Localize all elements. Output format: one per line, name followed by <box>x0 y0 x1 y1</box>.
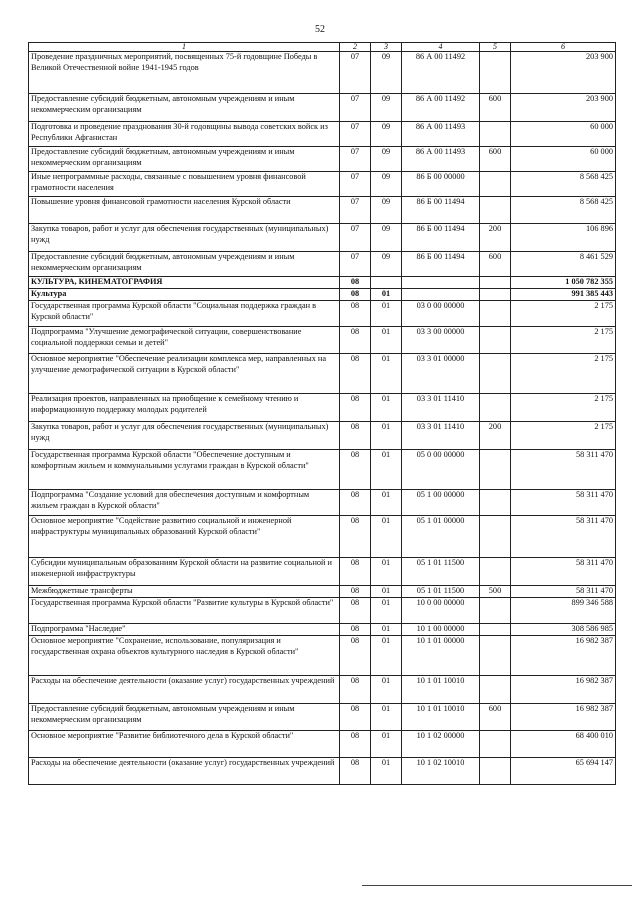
table-row <box>29 636 616 676</box>
row-expense-type-code: 600 <box>480 704 511 731</box>
row-target-article-code: 86 Б 00 11494 <box>402 197 480 224</box>
row-section-code: 08 <box>340 516 371 558</box>
row-expense-type-code: 600 <box>480 252 511 277</box>
row-subsection-code: 01 <box>371 450 402 490</box>
row-section-code: 08 <box>340 731 371 758</box>
row-subsection-code: 01 <box>371 636 402 676</box>
row-section-code: 07 <box>340 52 371 94</box>
table-row <box>29 450 616 490</box>
row-subsection-code: 01 <box>371 731 402 758</box>
row-expense-type-code <box>480 624 511 636</box>
column-header: 5 <box>480 43 511 52</box>
row-subsection-code: 01 <box>371 422 402 450</box>
row-description: Предоставление субсидий бюджетным, автономным учреждениям и иным некоммерческим организациям <box>29 147 340 172</box>
row-section-code: 08 <box>340 758 371 785</box>
row-subsection-code: 09 <box>371 52 402 94</box>
row-expense-type-code <box>480 289 511 301</box>
row-subsection-code: 01 <box>371 676 402 704</box>
row-target-article-code: 03 3 01 00000 <box>402 354 480 394</box>
row-amount: 58 311 470 <box>511 516 616 558</box>
row-section-code: 08 <box>340 277 371 289</box>
row-expense-type-code <box>480 327 511 354</box>
row-expense-type-code <box>480 394 511 422</box>
table-row <box>29 516 616 558</box>
row-section-code: 08 <box>340 450 371 490</box>
row-expense-type-code <box>480 636 511 676</box>
table-row <box>29 289 616 301</box>
row-description: Расходы на обеспечение деятельности (оказание услуг) государственных учреждений <box>29 676 340 704</box>
row-description: Государственная программа Курской области "Развитие культуры в Курской области" <box>29 598 340 624</box>
row-description: Расходы на обеспечение деятельности (оказание услуг) государственных учреждений <box>29 758 340 785</box>
table-row <box>29 197 616 224</box>
table-row <box>29 301 616 327</box>
row-section-code: 08 <box>340 301 371 327</box>
row-subsection-code: 01 <box>371 327 402 354</box>
row-amount: 16 982 387 <box>511 676 616 704</box>
row-expense-type-code <box>480 52 511 94</box>
budget-table <box>28 42 616 785</box>
table-row <box>29 277 616 289</box>
row-description: Повышение уровня финансовой грамотности населения Курской области <box>29 197 340 224</box>
table-row <box>29 558 616 586</box>
row-section-code: 07 <box>340 172 371 197</box>
row-amount: 58 311 470 <box>511 450 616 490</box>
row-section-code: 08 <box>340 422 371 450</box>
table-row <box>29 731 616 758</box>
row-subsection-code: 01 <box>371 394 402 422</box>
table-row <box>29 147 616 172</box>
row-target-article-code: 10 1 02 00000 <box>402 731 480 758</box>
table-row <box>29 94 616 122</box>
row-amount: 2 175 <box>511 422 616 450</box>
row-target-article-code: 10 1 02 10010 <box>402 758 480 785</box>
row-target-article-code: 86 Б 00 11494 <box>402 252 480 277</box>
table-row <box>29 490 616 516</box>
table-row <box>29 598 616 624</box>
row-amount: 991 385 443 <box>511 289 616 301</box>
row-section-code: 08 <box>340 558 371 586</box>
row-description: Культура <box>29 289 340 301</box>
table-row <box>29 704 616 731</box>
row-section-code: 08 <box>340 586 371 598</box>
page-number: 52 <box>315 24 325 35</box>
table-row <box>29 172 616 197</box>
row-expense-type-code <box>480 676 511 704</box>
row-amount: 58 311 470 <box>511 490 616 516</box>
row-expense-type-code <box>480 301 511 327</box>
row-target-article-code: 03 3 01 11410 <box>402 394 480 422</box>
row-expense-type-code <box>480 197 511 224</box>
row-description: Иные непрограммные расходы, связанные с повышением уровня финансовой грамотности населения <box>29 172 340 197</box>
row-subsection-code: 01 <box>371 301 402 327</box>
row-target-article-code: 10 1 00 00000 <box>402 624 480 636</box>
row-amount: 899 346 588 <box>511 598 616 624</box>
row-amount: 203 900 <box>511 94 616 122</box>
table-row <box>29 122 616 147</box>
row-amount: 2 175 <box>511 354 616 394</box>
table-row <box>29 327 616 354</box>
row-subsection-code: 09 <box>371 197 402 224</box>
row-subsection-code: 09 <box>371 94 402 122</box>
row-amount: 8 568 425 <box>511 197 616 224</box>
table-row <box>29 586 616 598</box>
row-description: Подпрограмма "Улучшение демографической ситуации, совершенствование социальной поддержки семьи и детей" <box>29 327 340 354</box>
row-subsection-code: 01 <box>371 598 402 624</box>
row-target-article-code: 10 1 01 00000 <box>402 636 480 676</box>
row-subsection-code: 01 <box>371 586 402 598</box>
row-amount: 65 694 147 <box>511 758 616 785</box>
row-target-article-code: 05 0 00 00000 <box>402 450 480 490</box>
row-expense-type-code <box>480 598 511 624</box>
row-amount: 8 568 425 <box>511 172 616 197</box>
row-description: Подготовка и проведение празднования 30-й годовщины вывода советских войск из Республики Афганистан <box>29 122 340 147</box>
row-description: Подпрограмма "Создание условий для обеспечения доступным и комфортным жильем граждан в Курской области" <box>29 490 340 516</box>
row-target-article-code: 86 А 00 11493 <box>402 122 480 147</box>
row-expense-type-code <box>480 450 511 490</box>
row-section-code: 08 <box>340 327 371 354</box>
row-amount: 2 175 <box>511 301 616 327</box>
row-subsection-code: 01 <box>371 354 402 394</box>
row-description: Межбюджетные трансферты <box>29 586 340 598</box>
table-row <box>29 224 616 252</box>
row-subsection-code: 01 <box>371 758 402 785</box>
row-description: КУЛЬТУРА, КИНЕМАТОГРАФИЯ <box>29 277 340 289</box>
row-target-article-code: 05 1 01 11500 <box>402 586 480 598</box>
row-expense-type-code: 500 <box>480 586 511 598</box>
row-section-code: 08 <box>340 598 371 624</box>
row-expense-type-code <box>480 122 511 147</box>
row-section-code: 08 <box>340 394 371 422</box>
column-header: 1 <box>29 43 340 52</box>
row-section-code: 08 <box>340 354 371 394</box>
footer-divider <box>362 885 632 886</box>
row-target-article-code: 05 1 01 00000 <box>402 516 480 558</box>
column-header: 2 <box>340 43 371 52</box>
row-section-code: 07 <box>340 147 371 172</box>
row-expense-type-code <box>480 354 511 394</box>
column-header: 3 <box>371 43 402 52</box>
row-amount: 2 175 <box>511 394 616 422</box>
table-row <box>29 758 616 785</box>
row-amount: 58 311 470 <box>511 586 616 598</box>
row-subsection-code: 01 <box>371 289 402 301</box>
row-description: Основное мероприятие "Содействие развитию социальной и инженерной инфраструктуры муниципальных образований Курской области" <box>29 516 340 558</box>
row-section-code: 08 <box>340 624 371 636</box>
table-row <box>29 52 616 94</box>
row-subsection-code: 01 <box>371 490 402 516</box>
row-description: Закупка товаров, работ и услуг для обеспечения государственных (муниципальных) нужд <box>29 224 340 252</box>
row-subsection-code: 09 <box>371 147 402 172</box>
row-section-code: 07 <box>340 224 371 252</box>
row-section-code: 07 <box>340 122 371 147</box>
row-amount: 16 982 387 <box>511 704 616 731</box>
row-target-article-code <box>402 277 480 289</box>
row-subsection-code: 01 <box>371 624 402 636</box>
row-section-code: 08 <box>340 490 371 516</box>
row-amount: 2 175 <box>511 327 616 354</box>
row-expense-type-code: 600 <box>480 147 511 172</box>
row-expense-type-code <box>480 758 511 785</box>
row-amount: 60 000 <box>511 147 616 172</box>
table-row <box>29 624 616 636</box>
table-row <box>29 252 616 277</box>
row-expense-type-code: 200 <box>480 224 511 252</box>
row-target-article-code: 03 3 01 11410 <box>402 422 480 450</box>
table-row <box>29 422 616 450</box>
row-expense-type-code <box>480 516 511 558</box>
row-subsection-code: 09 <box>371 252 402 277</box>
row-amount: 106 896 <box>511 224 616 252</box>
row-amount: 58 311 470 <box>511 558 616 586</box>
row-description: Государственная программа Курской области "Социальная поддержка граждан в Курской области" <box>29 301 340 327</box>
row-section-code: 08 <box>340 636 371 676</box>
row-amount: 308 586 985 <box>511 624 616 636</box>
row-amount: 8 461 529 <box>511 252 616 277</box>
row-description: Проведение праздничных мероприятий, посвященных 75-й годовщине Победы в Великой Отечественной войне 1941-1945 годов <box>29 52 340 94</box>
row-target-article-code: 86 Б 00 11494 <box>402 224 480 252</box>
table-row <box>29 354 616 394</box>
row-subsection-code: 09 <box>371 122 402 147</box>
row-amount: 203 900 <box>511 52 616 94</box>
row-section-code: 08 <box>340 704 371 731</box>
row-section-code: 08 <box>340 676 371 704</box>
table-body <box>29 52 616 785</box>
row-expense-type-code <box>480 277 511 289</box>
row-subsection-code: 01 <box>371 516 402 558</box>
row-expense-type-code: 600 <box>480 94 511 122</box>
table-row <box>29 676 616 704</box>
row-target-article-code: 10 0 00 00000 <box>402 598 480 624</box>
row-subsection-code: 09 <box>371 172 402 197</box>
row-target-article-code: 86 А 00 11492 <box>402 94 480 122</box>
row-target-article-code: 86 А 00 11492 <box>402 52 480 94</box>
row-subsection-code: 01 <box>371 558 402 586</box>
row-amount: 1 050 782 355 <box>511 277 616 289</box>
row-amount: 16 982 387 <box>511 636 616 676</box>
row-target-article-code: 03 0 00 00000 <box>402 301 480 327</box>
row-subsection-code: 01 <box>371 704 402 731</box>
column-header: 4 <box>402 43 480 52</box>
row-description: Предоставление субсидий бюджетным, автономным учреждениям и иным некоммерческим организациям <box>29 252 340 277</box>
row-description: Основное мероприятие "Сохранение, использование, популяризация и государственная охрана объектов культурного наследия в Курской области" <box>29 636 340 676</box>
row-target-article-code: 86 Б 00 00000 <box>402 172 480 197</box>
row-target-article-code: 10 1 01 10010 <box>402 676 480 704</box>
row-expense-type-code <box>480 558 511 586</box>
row-expense-type-code <box>480 172 511 197</box>
row-expense-type-code <box>480 731 511 758</box>
row-target-article-code: 10 1 01 10010 <box>402 704 480 731</box>
row-amount: 60 000 <box>511 122 616 147</box>
row-expense-type-code <box>480 490 511 516</box>
column-header: 6 <box>511 43 616 52</box>
table-header-row <box>29 43 616 52</box>
row-section-code: 07 <box>340 197 371 224</box>
row-amount: 68 400 010 <box>511 731 616 758</box>
row-description: Субсидии муниципальным образованиям Курской области на развитие социальной и инженерной инфраструктуры <box>29 558 340 586</box>
row-description: Государственная программа Курской области "Обеспечение доступным и комфортным жильем и коммунальными услугами граждан в Курской области" <box>29 450 340 490</box>
row-description: Закупка товаров, работ и услуг для обеспечения государственных (муниципальных) нужд <box>29 422 340 450</box>
row-section-code: 07 <box>340 94 371 122</box>
row-description: Подпрограмма "Наследие" <box>29 624 340 636</box>
row-target-article-code: 86 А 00 11493 <box>402 147 480 172</box>
row-subsection-code <box>371 277 402 289</box>
row-section-code: 07 <box>340 252 371 277</box>
row-target-article-code: 03 3 00 00000 <box>402 327 480 354</box>
row-target-article-code <box>402 289 480 301</box>
row-subsection-code: 09 <box>371 224 402 252</box>
row-description: Основное мероприятие "Развитие библиотечного дела в Курской области" <box>29 731 340 758</box>
row-expense-type-code: 200 <box>480 422 511 450</box>
row-description: Реализация проектов, направленных на приобщение к семейному чтению и информационную поддержку молодых родителей <box>29 394 340 422</box>
row-description: Предоставление субсидий бюджетным, автономным учреждениям и иным некоммерческим организациям <box>29 94 340 122</box>
row-description: Основное мероприятие "Обеспечение реализации комплекса мер, направленных на улучшение демографической ситуации в Курской области" <box>29 354 340 394</box>
row-section-code: 08 <box>340 289 371 301</box>
row-target-article-code: 05 1 01 11500 <box>402 558 480 586</box>
row-target-article-code: 05 1 00 00000 <box>402 490 480 516</box>
table-row <box>29 394 616 422</box>
row-description: Предоставление субсидий бюджетным, автономным учреждениям и иным некоммерческим организациям <box>29 704 340 731</box>
